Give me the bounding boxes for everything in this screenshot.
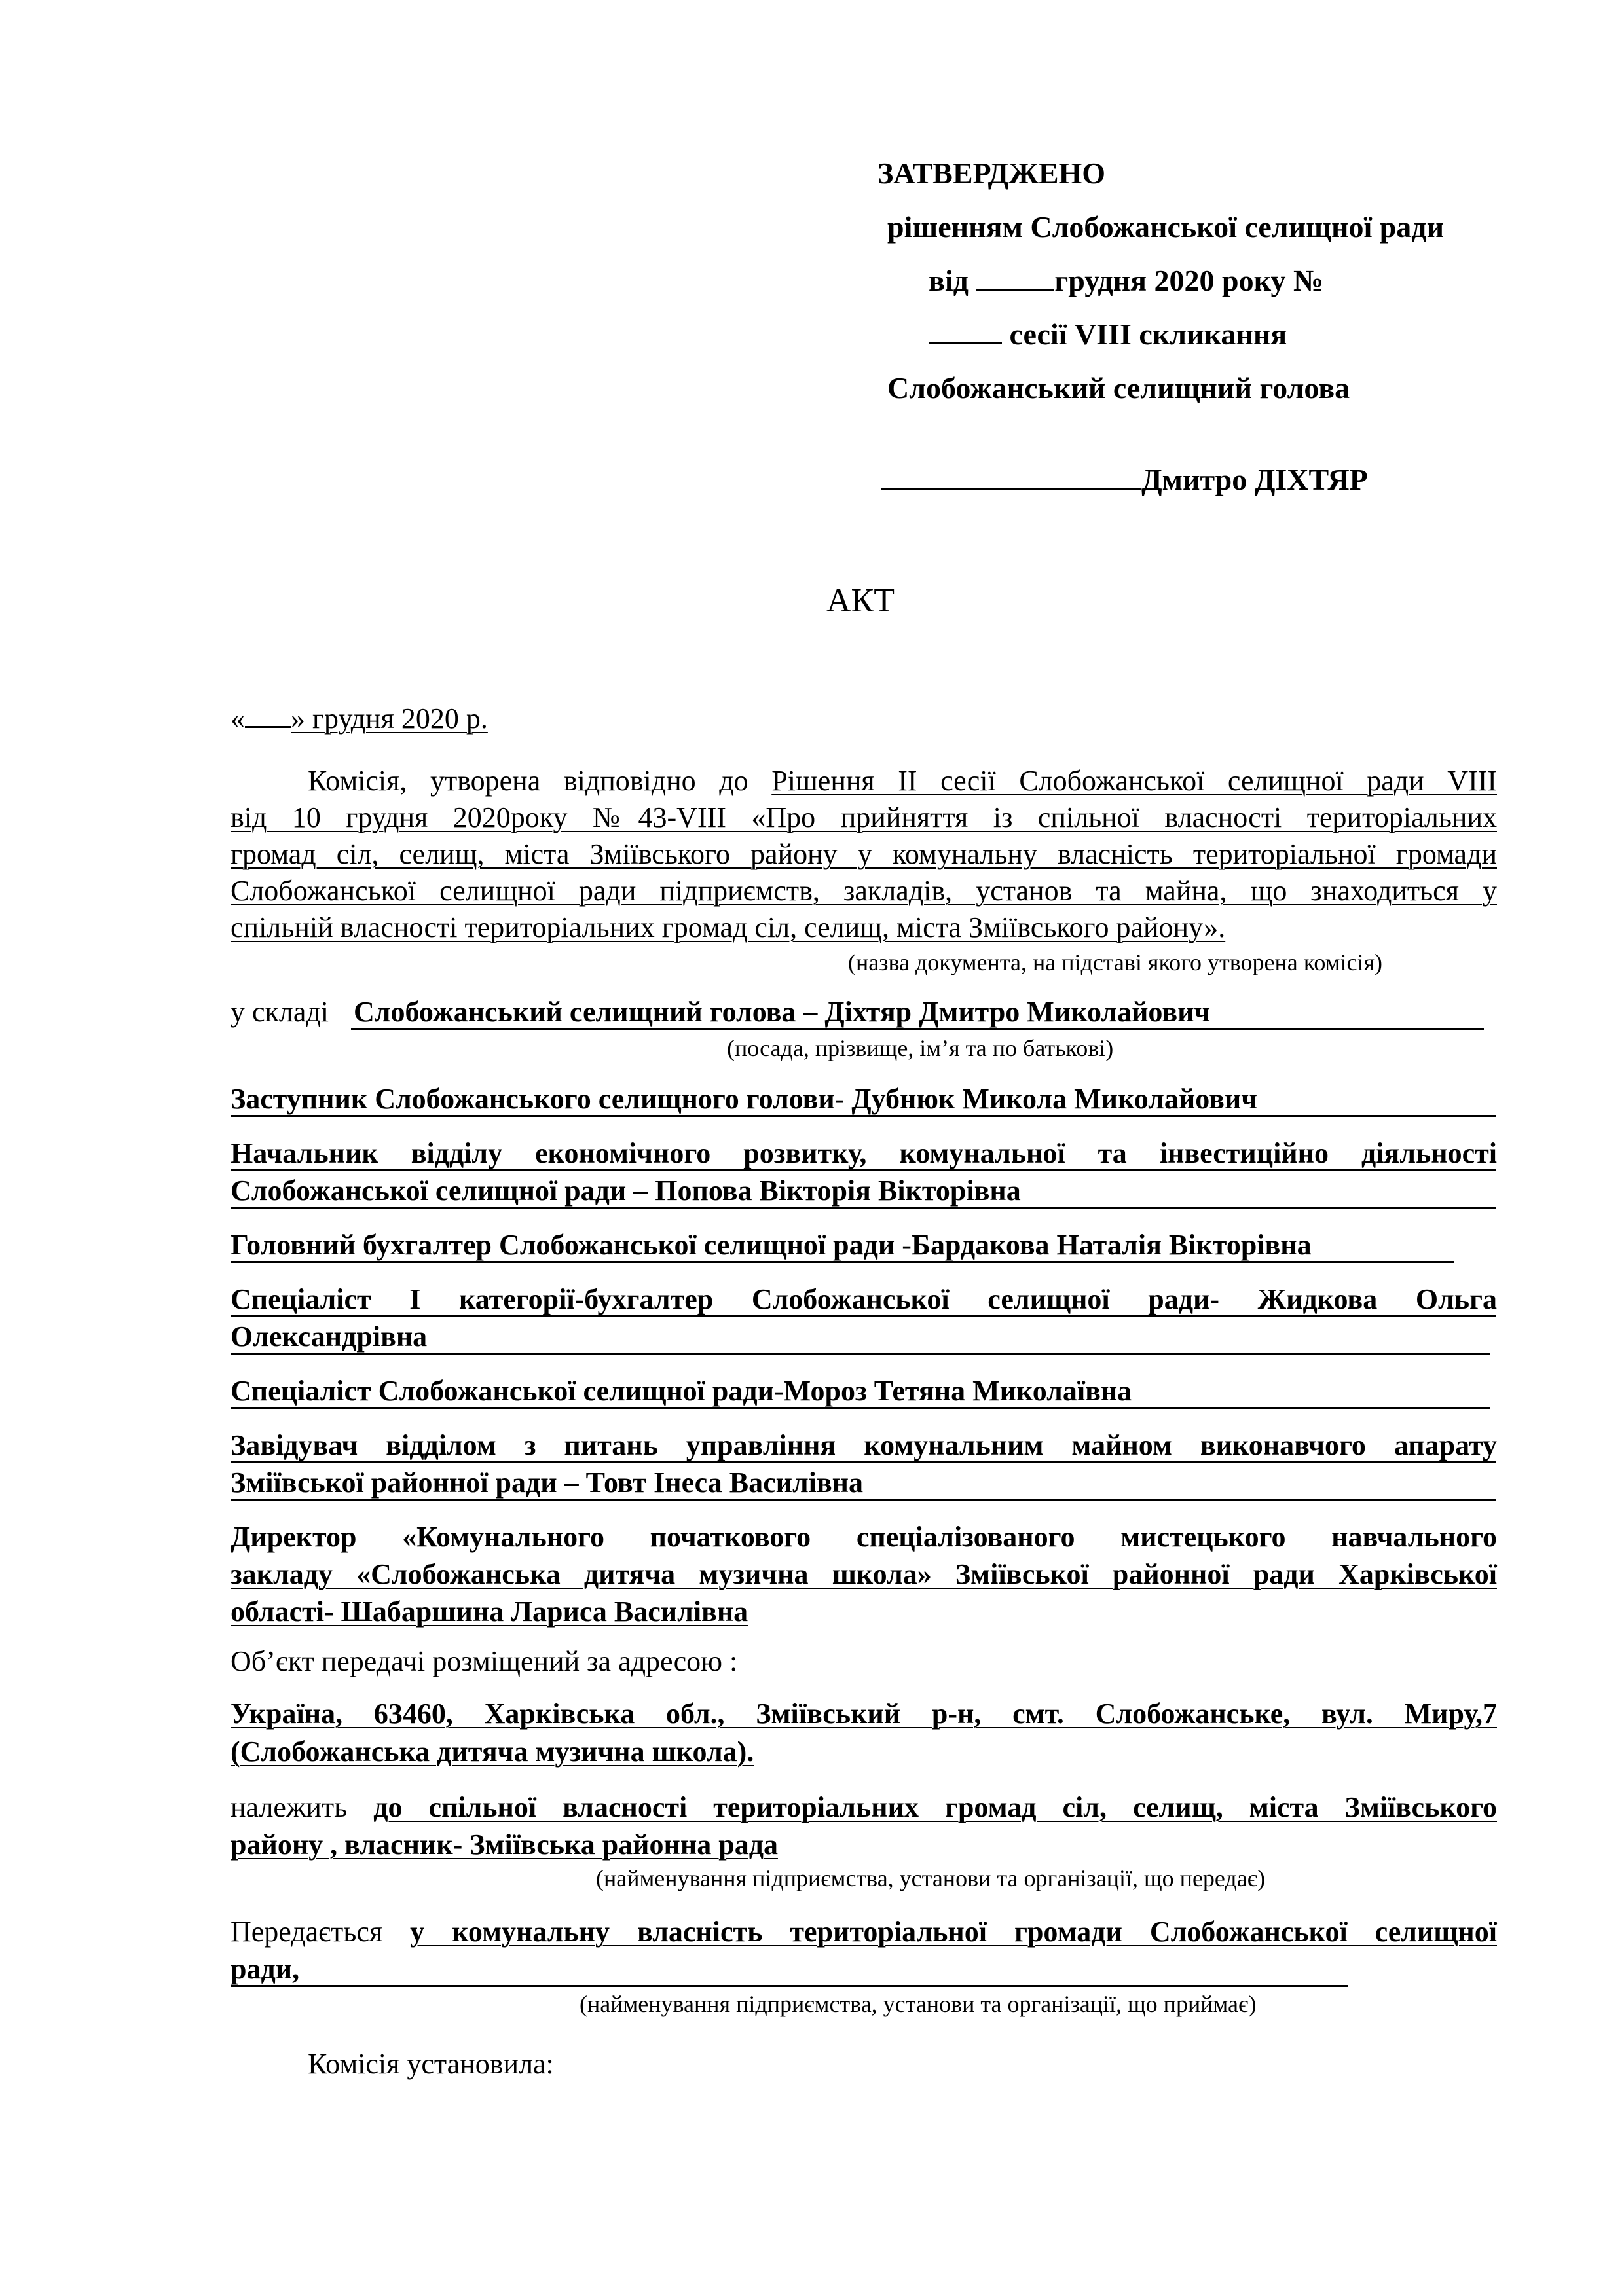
member-1-underline [231, 1115, 1496, 1117]
date-suffix: грудня 2020 року № [1054, 264, 1324, 297]
composition-prefix: у складі [231, 996, 329, 1028]
transferred-note: (найменування підприємства, установи та організації, що приймає) [580, 1991, 1257, 2017]
transferred-underline [231, 1985, 1348, 1987]
member-4-underline-2 [231, 1353, 1490, 1355]
commission-basis-3: громад сіл, селищ, міста Зміївського району у комунальну власність територіальної громади [231, 838, 1497, 870]
transferred-prefix: Передається [231, 1916, 383, 1948]
date-prefix: від [929, 264, 969, 297]
commission-basis-5: спільній власності територіальних громад сіл, селищ, міста Зміївського району». [231, 911, 1226, 943]
member-3: Головний бухгалтер Слобожанської селищної ради -Бардакова Наталія Вікторівна [231, 1229, 1312, 1261]
member-6-underline-1 [231, 1461, 1496, 1463]
member-2-line-2: Слобожанської селищної ради – Попова Вікторія Вікторівна [231, 1175, 1021, 1207]
commission-intro: Комісія, утворена відповідно до [308, 765, 748, 797]
composition-note: (посада, прізвище, ім’я та по батькові) [727, 1035, 1114, 1061]
member-7-line-1: Директор «Комунального початкового спеціалізованого мистецького навчального [231, 1521, 1497, 1553]
member-7-line-2: закладу «Слобожанська дитяча музична школа» Зміївської районної ради Харківської [231, 1558, 1497, 1590]
address-line-1: Україна, 63460, Харківська обл., Зміївський р-н, смт. Слобожанське, вул. Миру,7 [231, 1698, 1497, 1730]
member-3-underline [231, 1261, 1454, 1263]
commission-basis-1: Рішення II сесії Слобожанської селищної ради VIII [771, 765, 1497, 797]
member-2-line-1: Начальник відділу економічного розвитку, комунальної та інвестиційно діяльності [231, 1137, 1497, 1169]
belongs-owner-2: району , власник- Зміївська районна рада [231, 1829, 778, 1861]
member-4-underline-1 [231, 1315, 1496, 1317]
transferred-line-1 [231, 1915, 1497, 1948]
transferred-recipient-1: у комунальну власність територіальної громади Слобожанської селищної [410, 1916, 1497, 1948]
member-2-underline-2 [231, 1207, 1496, 1209]
member-6-line-1: Завідувач відділом з питань управління комунальним майном виконавчого апарату [231, 1429, 1497, 1461]
member-4-line-1: Спеціаліст I категорії-бухгалтер Слобожанської селищної ради- Жидкова Ольга [231, 1283, 1497, 1315]
approved-decision: рішенням Слобожанської селищної ради [887, 210, 1445, 244]
commission-note: (назва документа, на підставі якого утворена комісія) [848, 949, 1382, 975]
date-day-blank [976, 289, 1054, 291]
act-date-rest: » грудня 2020 р. [291, 702, 488, 735]
signer-name: Дмитро ДІХТЯР [1141, 463, 1368, 496]
approved-heading: ЗАТВЕРДЖЕНО [877, 156, 1106, 190]
member-7-line-3: області- Шабаршина Лариса Василівна [231, 1595, 748, 1628]
address-label: Об’єкт передачі розміщений за адресою : [231, 1645, 738, 1677]
belongs-prefix: належить [231, 1791, 348, 1823]
session-text: сесії VIII скликання [1009, 318, 1287, 351]
document-title: АКТ [826, 582, 895, 619]
member-5: Спеціаліст Слобожанської селищної ради-Мороз Тетяна Миколаївна [231, 1375, 1132, 1407]
signature-line [881, 462, 1368, 497]
belongs-note: (найменування підприємства, установи та організації, що передає) [596, 1865, 1266, 1891]
address-line-2: (Слобожанська дитяча музична школа). [231, 1736, 754, 1768]
composition-head: Слобожанський селищний голова – Діхтяр Дмитро Миколайович [354, 996, 1211, 1028]
head-title: Слобожанський селищний голова [887, 371, 1350, 405]
commission-line-1 [308, 764, 1497, 797]
act-date-quote: « [231, 702, 245, 735]
signature-blank [881, 488, 1141, 490]
member-4-line-2: Олександрівна [231, 1321, 428, 1353]
belongs-line-1 [231, 1791, 1497, 1824]
member-1: Заступник Слобожанського селищного голови- Дубнюк Микола Миколайович [231, 1083, 1258, 1115]
session-number-blank [929, 342, 1002, 344]
act-date [231, 702, 488, 735]
member-6-underline-2 [231, 1499, 1496, 1501]
transferred-recipient-2: ради, [231, 1953, 300, 1985]
belongs-owner-1: до спільної власності територіальних громад сіл, селищ, міста Зміївського [373, 1791, 1498, 1823]
approved-date [929, 263, 1323, 298]
member-2-underline-1 [231, 1169, 1496, 1171]
member-5-underline [231, 1407, 1490, 1409]
composition-underline [351, 1028, 1484, 1030]
commission-basis-4: Слобожанської селищної ради підприємств, закладів, установ та майна, що знаходиться у [231, 875, 1497, 907]
approved-session [929, 317, 1287, 352]
member-6-line-2: Зміївської районної ради – Товт Інеса Василівна [231, 1467, 863, 1499]
act-day-blank [245, 726, 291, 728]
commission-basis-2: від 10 грудня 2020року №43-VIII «Про прийняття із спільної власності територіальних [231, 801, 1497, 833]
commission-established: Комісія установила: [308, 2048, 554, 2080]
